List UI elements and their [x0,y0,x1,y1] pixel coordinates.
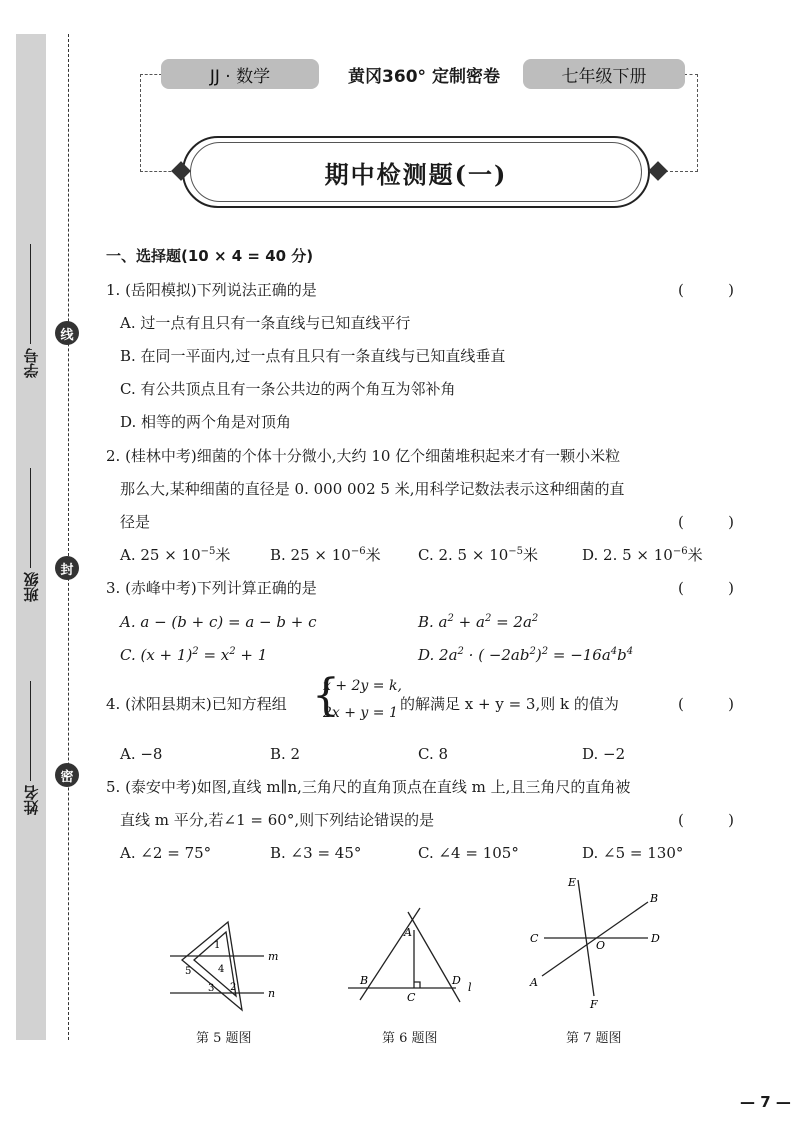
q2-stem-line1: 2. (桂林中考)细菌的个体十分微小,大约 10 亿个细菌堆积起来才有一颗小米粒 [106,447,621,465]
q4-option-a: A. −8 [120,745,163,763]
page-title: 期中检测题(一) [190,142,642,202]
class-field[interactable] [18,452,44,602]
q4-equation-2: 2x + y = 1 [323,705,398,721]
q2-option-d: D. 2. $5 \times 10^{-6}$米 [582,546,703,564]
q1-answer-blank[interactable]: ( ) [678,281,734,299]
name-blank [31,681,32,781]
header-dash-left-vertical [140,74,141,172]
fig5-label-2: 2 [230,982,237,993]
q3-stem: 3. (赤峰中考)下列计算正确的是 [106,579,317,597]
q1-stem: 1. (岳阳模拟)下列说法正确的是 [106,281,317,299]
q3-option-b: B. $a^2 + a^2 = 2a^2$ [418,613,539,631]
q3-option-a: A. a − (b + c) = a − b + c [120,613,317,631]
q4-option-b: B. 2 [270,745,301,763]
fig7-label-d: D [651,932,660,945]
student-id-label: 学号 [22,348,41,378]
q3-option-d: D. $2a^2$ · ( $-2ab^2)^2 = -16a^4b^4$ [418,646,634,664]
fig6-label-l: l [468,981,472,994]
figure-6-diagram [340,900,480,1020]
fig7-label-f: F [590,998,598,1011]
q3-answer-blank[interactable]: ( ) [678,579,734,597]
q4-stem-post: 的解满足 x + y = 3,则 k 的值为 [400,695,619,713]
figure-6-caption: 第 6 题图 [382,1031,438,1046]
fig6-label-c: C [407,991,416,1004]
student-id-field[interactable] [18,228,44,378]
figure-5-caption: 第 5 题图 [196,1031,252,1046]
q4-answer-blank[interactable]: ( ) [678,695,734,713]
q2-option-b: B. $25 \times 10^{-6}$米 [270,546,381,564]
q1-option-d: D. 相等的两个角是对顶角 [120,413,292,431]
subject-tag: JJ · 数学 [161,59,319,89]
figure-5-diagram [160,910,290,1020]
line-ab [360,908,420,1000]
fig7-label-e: E [568,876,577,889]
q5-option-d: D. ∠5 = 130° [582,844,684,862]
q5-stem-line2: 直线 m 平分,若∠1 = 60°,则下列结论错误的是 [120,811,435,829]
section-heading: 一、选择题(10 × 4 = 40 分) [106,247,314,265]
q4-option-d: D. −2 [582,745,626,763]
series-name: 黄冈360° 定制密卷 [348,66,500,87]
fig7-label-a: A [530,976,538,989]
header-dash-left [140,74,162,75]
page-number: — 7 — [740,1093,791,1111]
fig7-label-b: B [650,892,659,905]
q2-option-c: C. 2. $5 \times 10^{-5}$米 [418,546,539,564]
fig5-label-m: m [268,950,279,963]
line-ab [542,902,648,976]
diamond-right-icon [648,161,668,181]
class-label: 班级 [22,572,41,602]
q2-option-a: A. $25 \times 10^{-5}$米 [120,546,231,564]
name-field[interactable] [18,665,44,815]
q5-option-b: B. ∠3 = 45° [270,844,362,862]
q5-stem-line1: 5. (泰安中考)如图,直线 m∥n,三角尺的直角顶点在直线 m 上,且三角尺的直角被 [106,778,631,796]
figure-7-caption: 第 7 题图 [566,1031,622,1046]
class-blank [31,468,32,568]
seal-mark-feng: 封 [55,556,79,580]
q5-option-c: C. ∠4 = 105° [418,844,519,862]
seal-mark-xian: 线 [55,321,79,345]
q1-option-b: B. 在同一平面内,过一点有且只有一条直线与已知直线垂直 [120,347,506,365]
fig5-label-1: 1 [214,940,221,951]
q2-stem-line2: 那么大,某种细菌的直径是 0. 000 002 5 米,用科学记数法表示这种细菌的直 [120,480,625,498]
fig5-label-4: 4 [218,964,225,975]
q4-system-brace-icon: { [312,670,340,721]
q1-option-c: C. 有公共顶点且有一条公共边的两个角互为邻补角 [120,380,456,398]
seal-mark-mi: 密 [55,763,79,787]
fig7-label-c: C [530,932,539,945]
q5-answer-blank[interactable]: ( ) [678,811,734,829]
q2-stem-line3: 径是 [120,513,151,531]
header-dash-right [684,74,698,75]
q5-option-a: A. ∠2 = 75° [120,844,212,862]
q4-option-c: C. 8 [418,745,449,763]
q4-stem-pre: 4. (沭阳县期末)已知方程组 [106,695,287,713]
name-label: 姓名 [22,785,41,815]
figure-7-diagram [520,870,670,1020]
grade-tag: 七年级下册 [523,59,685,89]
fig5-label-n: n [268,987,276,1000]
fig6-label-b: B [360,974,369,987]
student-id-blank [31,244,32,344]
q2-answer-blank[interactable]: ( ) [678,513,734,531]
header-dash-right-vertical [697,74,698,172]
q3-option-c: C. $(x + 1)^2 = x^2 + 1$ [120,646,268,664]
right-angle-mark [414,982,420,988]
fig5-label-5: 5 [185,966,192,977]
fig6-label-a: A [404,926,412,939]
fig5-label-3: 3 [208,983,215,994]
binding-cut-line [68,34,69,1040]
q1-option-a: A. 过一点有且只有一条直线与已知直线平行 [120,314,411,332]
fig7-label-o: O [596,939,606,952]
q4-equation-1: x + 2y = k, [323,678,402,694]
fig6-label-d: D [452,974,461,987]
